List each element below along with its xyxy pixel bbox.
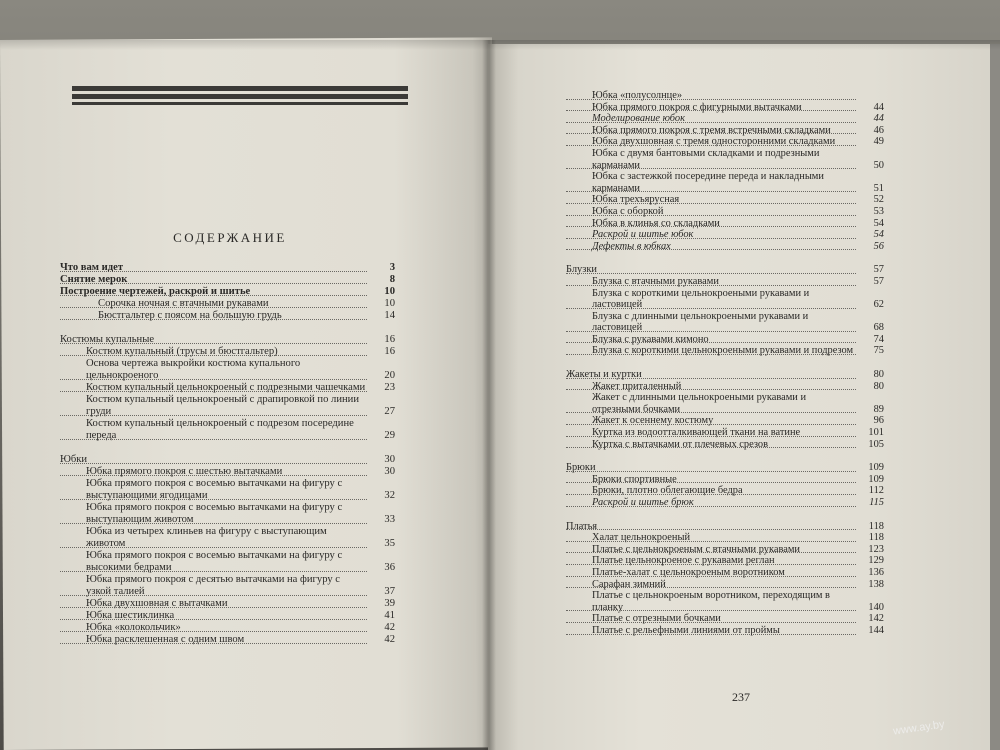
page-stack-edge xyxy=(990,44,1000,750)
section-gap xyxy=(60,442,395,454)
toc-entry-page: 27 xyxy=(384,406,395,417)
toc-entry-title: Построение чертежей, раскрой и шитье xyxy=(60,286,251,297)
toc-entry-page: 57 xyxy=(873,275,884,287)
toc-entry xyxy=(566,532,884,544)
toc-entry xyxy=(60,598,395,610)
toc-entry-title: Что вам идет xyxy=(60,262,124,273)
toc-entry xyxy=(566,427,884,439)
toc-entry xyxy=(566,579,884,591)
toc-entry-page: 144 xyxy=(868,624,884,636)
toc-entry-page: 118 xyxy=(868,520,884,532)
toc-entry-title: Брюки спортивные xyxy=(592,473,677,485)
toc-entry-page: 138 xyxy=(868,578,884,590)
toc-entry-title: Юбка «колокольчик» xyxy=(86,622,181,633)
toc-entry xyxy=(566,567,884,579)
toc-entry-page: 16 xyxy=(384,334,395,345)
toc-entry xyxy=(566,136,884,148)
toc-entry xyxy=(566,485,884,497)
toc-entry-page: 80 xyxy=(873,380,884,392)
toc-entry-title: Костюм купальный (трусы и бюстгальтер) xyxy=(86,346,278,357)
toc-heading: СОДЕРЖАНИЕ xyxy=(173,230,287,245)
toc-entry-page: 50 xyxy=(873,159,884,171)
toc-entry xyxy=(566,194,884,206)
toc-entry-title: Юбка расклешенная с одним швом xyxy=(86,634,245,645)
toc-entry-title: Юбка прямого покроя с восемью вытачками на фигуру с выступающим животом xyxy=(86,502,343,525)
toc-entry-page: 75 xyxy=(873,345,884,357)
book-gutter xyxy=(482,40,496,750)
toc-entry-page: 42 xyxy=(384,634,395,645)
toc-entry-page: 44 xyxy=(873,101,884,113)
toc-entry-page: 20 xyxy=(384,370,395,381)
toc-entry xyxy=(60,634,395,646)
toc-entry-title: Юбка с застежкой посередине переда и накладными карманами xyxy=(592,171,824,194)
toc-entry-page: 10 xyxy=(384,298,395,309)
right-toc-column xyxy=(566,90,884,637)
toc-entry-title: Платье с отрезными бочками xyxy=(592,613,721,625)
toc-entry-page: 46 xyxy=(873,124,884,136)
toc-entry-page: 96 xyxy=(873,415,884,427)
toc-entry xyxy=(566,590,884,613)
toc-entry xyxy=(60,550,395,574)
toc-entry-title: Юбки xyxy=(60,454,88,465)
toc-entry xyxy=(60,418,395,442)
toc-entry-title: Моделирование юбок xyxy=(592,113,685,125)
toc-entry-title: Юбка прямого покроя с шестью вытачками xyxy=(86,466,283,477)
toc-entry-title: Сарафан зимний xyxy=(592,578,666,590)
page-number: 237 xyxy=(732,690,750,704)
toc-entry-title: Платья xyxy=(566,520,598,532)
toc-entry xyxy=(60,262,395,274)
toc-entry-title: Снятие мерок xyxy=(60,274,128,285)
toc-entry-title: Юбка прямого покроя с тремя встречными складками xyxy=(592,124,831,136)
toc-entry xyxy=(566,381,884,393)
toc-entry-page: 44 xyxy=(873,113,884,125)
toc-entry-title: Блузка с короткими цельнокроеными рукавами и подрезом xyxy=(592,345,854,357)
toc-entry xyxy=(60,274,395,286)
toc-entry-title: Брюки, плотно облегающие бедра xyxy=(592,485,743,497)
toc-entry-title: Платье-халат с цельнокроеным воротником xyxy=(592,566,785,578)
toc-entry-title: Юбка прямого покроя с десятью вытачками на фигуру с узкой талией xyxy=(86,574,341,597)
toc-entry-title: Костюм купальный цельнокроеный с подрезными чашечками xyxy=(86,382,366,393)
toc-entry-title: Блузки xyxy=(566,264,597,276)
toc-entry-title: Юбка двухшовная с тремя односторонними складками xyxy=(592,136,836,148)
toc-entry-title: Платье цельнокроеное с рукавами реглан xyxy=(592,555,775,567)
toc-entry-title: Юбка с двумя бантовыми складками и подрезными карманами xyxy=(592,147,820,171)
toc-entry xyxy=(566,474,884,486)
toc-entry xyxy=(566,369,884,381)
toc-entry xyxy=(566,206,884,218)
toc-entry-title: Платье с цельнокроеным с втачными рукавами xyxy=(592,543,800,555)
toc-entry-title: Бюстгальтер с поясом на большую грудь xyxy=(98,310,282,321)
toc-entry xyxy=(566,241,884,253)
toc-entry-title: Юбка трехъярусная xyxy=(592,194,680,206)
toc-entry-page: 33 xyxy=(384,514,395,525)
toc-entry-page: 36 xyxy=(384,562,395,573)
toc-entry-title: Юбка в клинья со складками xyxy=(592,217,720,229)
toc-entry-title: Юбка «полусолнце» xyxy=(592,90,683,101)
toc-entry-page: 115 xyxy=(869,497,884,508)
toc-entry xyxy=(60,622,395,634)
toc-entry xyxy=(60,454,395,466)
toc-entry-title: Юбка с оборкой xyxy=(592,205,664,217)
toc-entry xyxy=(60,478,395,502)
toc-entry-page: 53 xyxy=(873,205,884,217)
toc-entry xyxy=(566,288,884,311)
toc-entry-title: Жакет с длинными цельнокроеными рукавами и отрезными бочками xyxy=(592,392,807,415)
toc-entry-title: Юбка прямого покроя с фигурными вытачками xyxy=(592,101,802,113)
toc-entry xyxy=(566,415,884,427)
toc-entry xyxy=(60,298,395,310)
toc-entry-page: 3 xyxy=(389,262,395,273)
toc-entry xyxy=(566,392,884,415)
toc-entry-title: Основа чертежа выкройки костюма купального цельнокроеного xyxy=(86,358,301,381)
toc-entry-page: 105 xyxy=(868,438,884,450)
toc-entry-page: 68 xyxy=(873,322,884,334)
toc-entry xyxy=(60,286,395,298)
toc-entry xyxy=(566,171,884,194)
toc-entry xyxy=(60,334,395,346)
toc-entry-title: Раскрой и шитье юбок xyxy=(592,229,694,241)
toc-entry-title: Блузка с длинными цельнокроеными рукавами и ластовицей xyxy=(592,310,809,334)
section-gap xyxy=(60,322,395,334)
toc-entry-title: Юбка прямого покроя с восемью вытачками на фигуру с выступающими ягодицами xyxy=(86,478,343,501)
toc-entry-page: 109 xyxy=(868,473,884,485)
toc-entry-title: Жакет к осеннему костюму xyxy=(592,415,714,427)
toc-entry xyxy=(566,218,884,230)
toc-entry-title: Костюм купальный цельнокроеный с драпировкой по линии груди xyxy=(86,394,360,417)
toc-entry-page: 32 xyxy=(384,490,395,501)
toc-entry xyxy=(60,310,395,322)
toc-entry xyxy=(60,502,395,526)
toc-entry xyxy=(566,264,884,276)
toc-entry xyxy=(566,521,884,533)
toc-entry-page: 57 xyxy=(873,264,884,276)
toc-entry-page: 14 xyxy=(384,310,395,321)
watermark: www.ay.by xyxy=(892,718,946,738)
toc-entry-title: Блузка с рукавами кимоно xyxy=(592,333,709,345)
toc-entry xyxy=(60,526,395,550)
toc-entry-title: Костюмы купальные xyxy=(60,334,155,345)
toc-entry-title: Сорочка ночная с втачными рукавами xyxy=(98,298,269,309)
toc-entry-page: 101 xyxy=(868,427,884,439)
toc-entry-title: Раскрой и шитье брюк xyxy=(592,497,694,508)
toc-entry-page: 51 xyxy=(873,182,884,194)
toc-entry-title: Юбка прямого покроя с восемью вытачками на фигуру с высокими бедрами xyxy=(86,550,343,573)
toc-entry-title: Блузка с короткими цельнокроеными рукавами и ластовицей xyxy=(592,287,810,311)
toc-entry-page: 118 xyxy=(868,532,884,544)
toc-entry xyxy=(60,382,395,394)
toc-entry-page: 56 xyxy=(873,240,884,252)
toc-entry xyxy=(566,613,884,625)
toc-entry-title: Костюм купальный цельнокроеный с подрезом посередине переда xyxy=(86,418,354,441)
toc-entry xyxy=(566,148,884,171)
toc-entry-page: 30 xyxy=(384,454,395,465)
toc-entry xyxy=(566,90,884,102)
toc-entry-title: Блузка с втачными рукавами xyxy=(592,275,719,287)
section-gap xyxy=(566,252,884,264)
toc-entry-page: 49 xyxy=(873,136,884,148)
section-gap xyxy=(566,450,884,462)
toc-entry-title: Юбка двухшовная с вытачками xyxy=(86,598,228,609)
toc-entry-page: 123 xyxy=(868,543,884,555)
toc-entry-page: 109 xyxy=(868,462,884,474)
toc-entry-page: 8 xyxy=(389,274,395,285)
toc-entry-page: 136 xyxy=(868,566,884,578)
toc-entry-page: 54 xyxy=(873,217,884,229)
decorative-stripes xyxy=(72,86,408,108)
toc-entry xyxy=(566,102,884,114)
stripe xyxy=(72,94,408,99)
toc-entry xyxy=(566,497,884,509)
toc-entry-page: 142 xyxy=(868,613,884,625)
toc-entry-title: Куртка из водоотталкивающей ткани на ватине xyxy=(592,427,801,439)
toc-entry-page: 16 xyxy=(384,346,395,357)
toc-entry xyxy=(60,574,395,598)
stripe xyxy=(72,102,408,105)
toc-entry-page: 42 xyxy=(384,622,395,633)
stripe xyxy=(72,86,408,91)
toc-entry-title: Юбка из четырех клиньев на фигуру с выступающим животом xyxy=(86,526,327,549)
toc-entry-title: Халат цельнокроеный xyxy=(592,532,691,544)
toc-entry xyxy=(566,345,884,357)
toc-entry xyxy=(566,334,884,346)
toc-entry-title: Куртка с вытачками от плечевых срезов xyxy=(592,438,768,450)
dot-leader xyxy=(566,273,856,274)
toc-entry-page: 30 xyxy=(384,466,395,477)
toc-entry-page: 140 xyxy=(868,601,884,613)
toc-entry-page: 112 xyxy=(868,485,884,497)
toc-entry xyxy=(566,125,884,137)
toc-entry-page: 129 xyxy=(868,555,884,567)
toc-entry xyxy=(60,610,395,622)
toc-entry xyxy=(60,346,395,358)
toc-entry-page: 62 xyxy=(873,299,884,311)
toc-entry-page: 39 xyxy=(384,598,395,609)
toc-entry-page: 80 xyxy=(873,369,884,381)
toc-entry xyxy=(60,466,395,478)
toc-entry-title: Юбка шестиклинка xyxy=(86,610,175,621)
toc-entry-page: 52 xyxy=(873,194,884,206)
toc-entry-page: 23 xyxy=(384,382,395,393)
toc-entry xyxy=(566,544,884,556)
toc-entry xyxy=(566,229,884,241)
toc-entry-title: Жакет приталенный xyxy=(592,380,682,392)
toc-entry xyxy=(566,113,884,125)
toc-entry-page: 29 xyxy=(384,430,395,441)
toc-entry-title: Брюки xyxy=(566,462,596,474)
toc-entry xyxy=(566,439,884,451)
dot-leader xyxy=(60,463,367,464)
dot-leader xyxy=(566,529,856,530)
section-gap xyxy=(566,509,884,521)
toc-entry-page: 74 xyxy=(873,333,884,345)
toc-entry-title: Платье с рельефными линиями от проймы xyxy=(592,624,780,636)
toc-entry-page: 37 xyxy=(384,586,395,597)
toc-entry-title: Жакеты и куртки xyxy=(566,369,642,381)
toc-entry-page: 89 xyxy=(873,403,884,415)
toc-entry-title: Платье с цельнокроеным воротником, переходящим в планку xyxy=(592,590,830,613)
toc-entry-page: 35 xyxy=(384,538,395,549)
toc-entry xyxy=(566,625,884,637)
dot-leader xyxy=(566,471,856,472)
toc-entry-title: Дефекты в юбках xyxy=(592,240,671,252)
toc-entry-page: 41 xyxy=(384,610,395,621)
toc-entry xyxy=(60,394,395,418)
toc-entry xyxy=(60,358,395,382)
section-gap xyxy=(566,357,884,369)
left-toc-column xyxy=(60,262,395,646)
top-shadow xyxy=(0,40,1000,50)
toc-entry xyxy=(566,462,884,474)
toc-entry xyxy=(566,311,884,334)
toc-entry-page: 10 xyxy=(384,286,395,297)
toc-entry xyxy=(566,276,884,288)
toc-entry-page: 54 xyxy=(873,229,884,241)
toc-entry xyxy=(566,555,884,567)
